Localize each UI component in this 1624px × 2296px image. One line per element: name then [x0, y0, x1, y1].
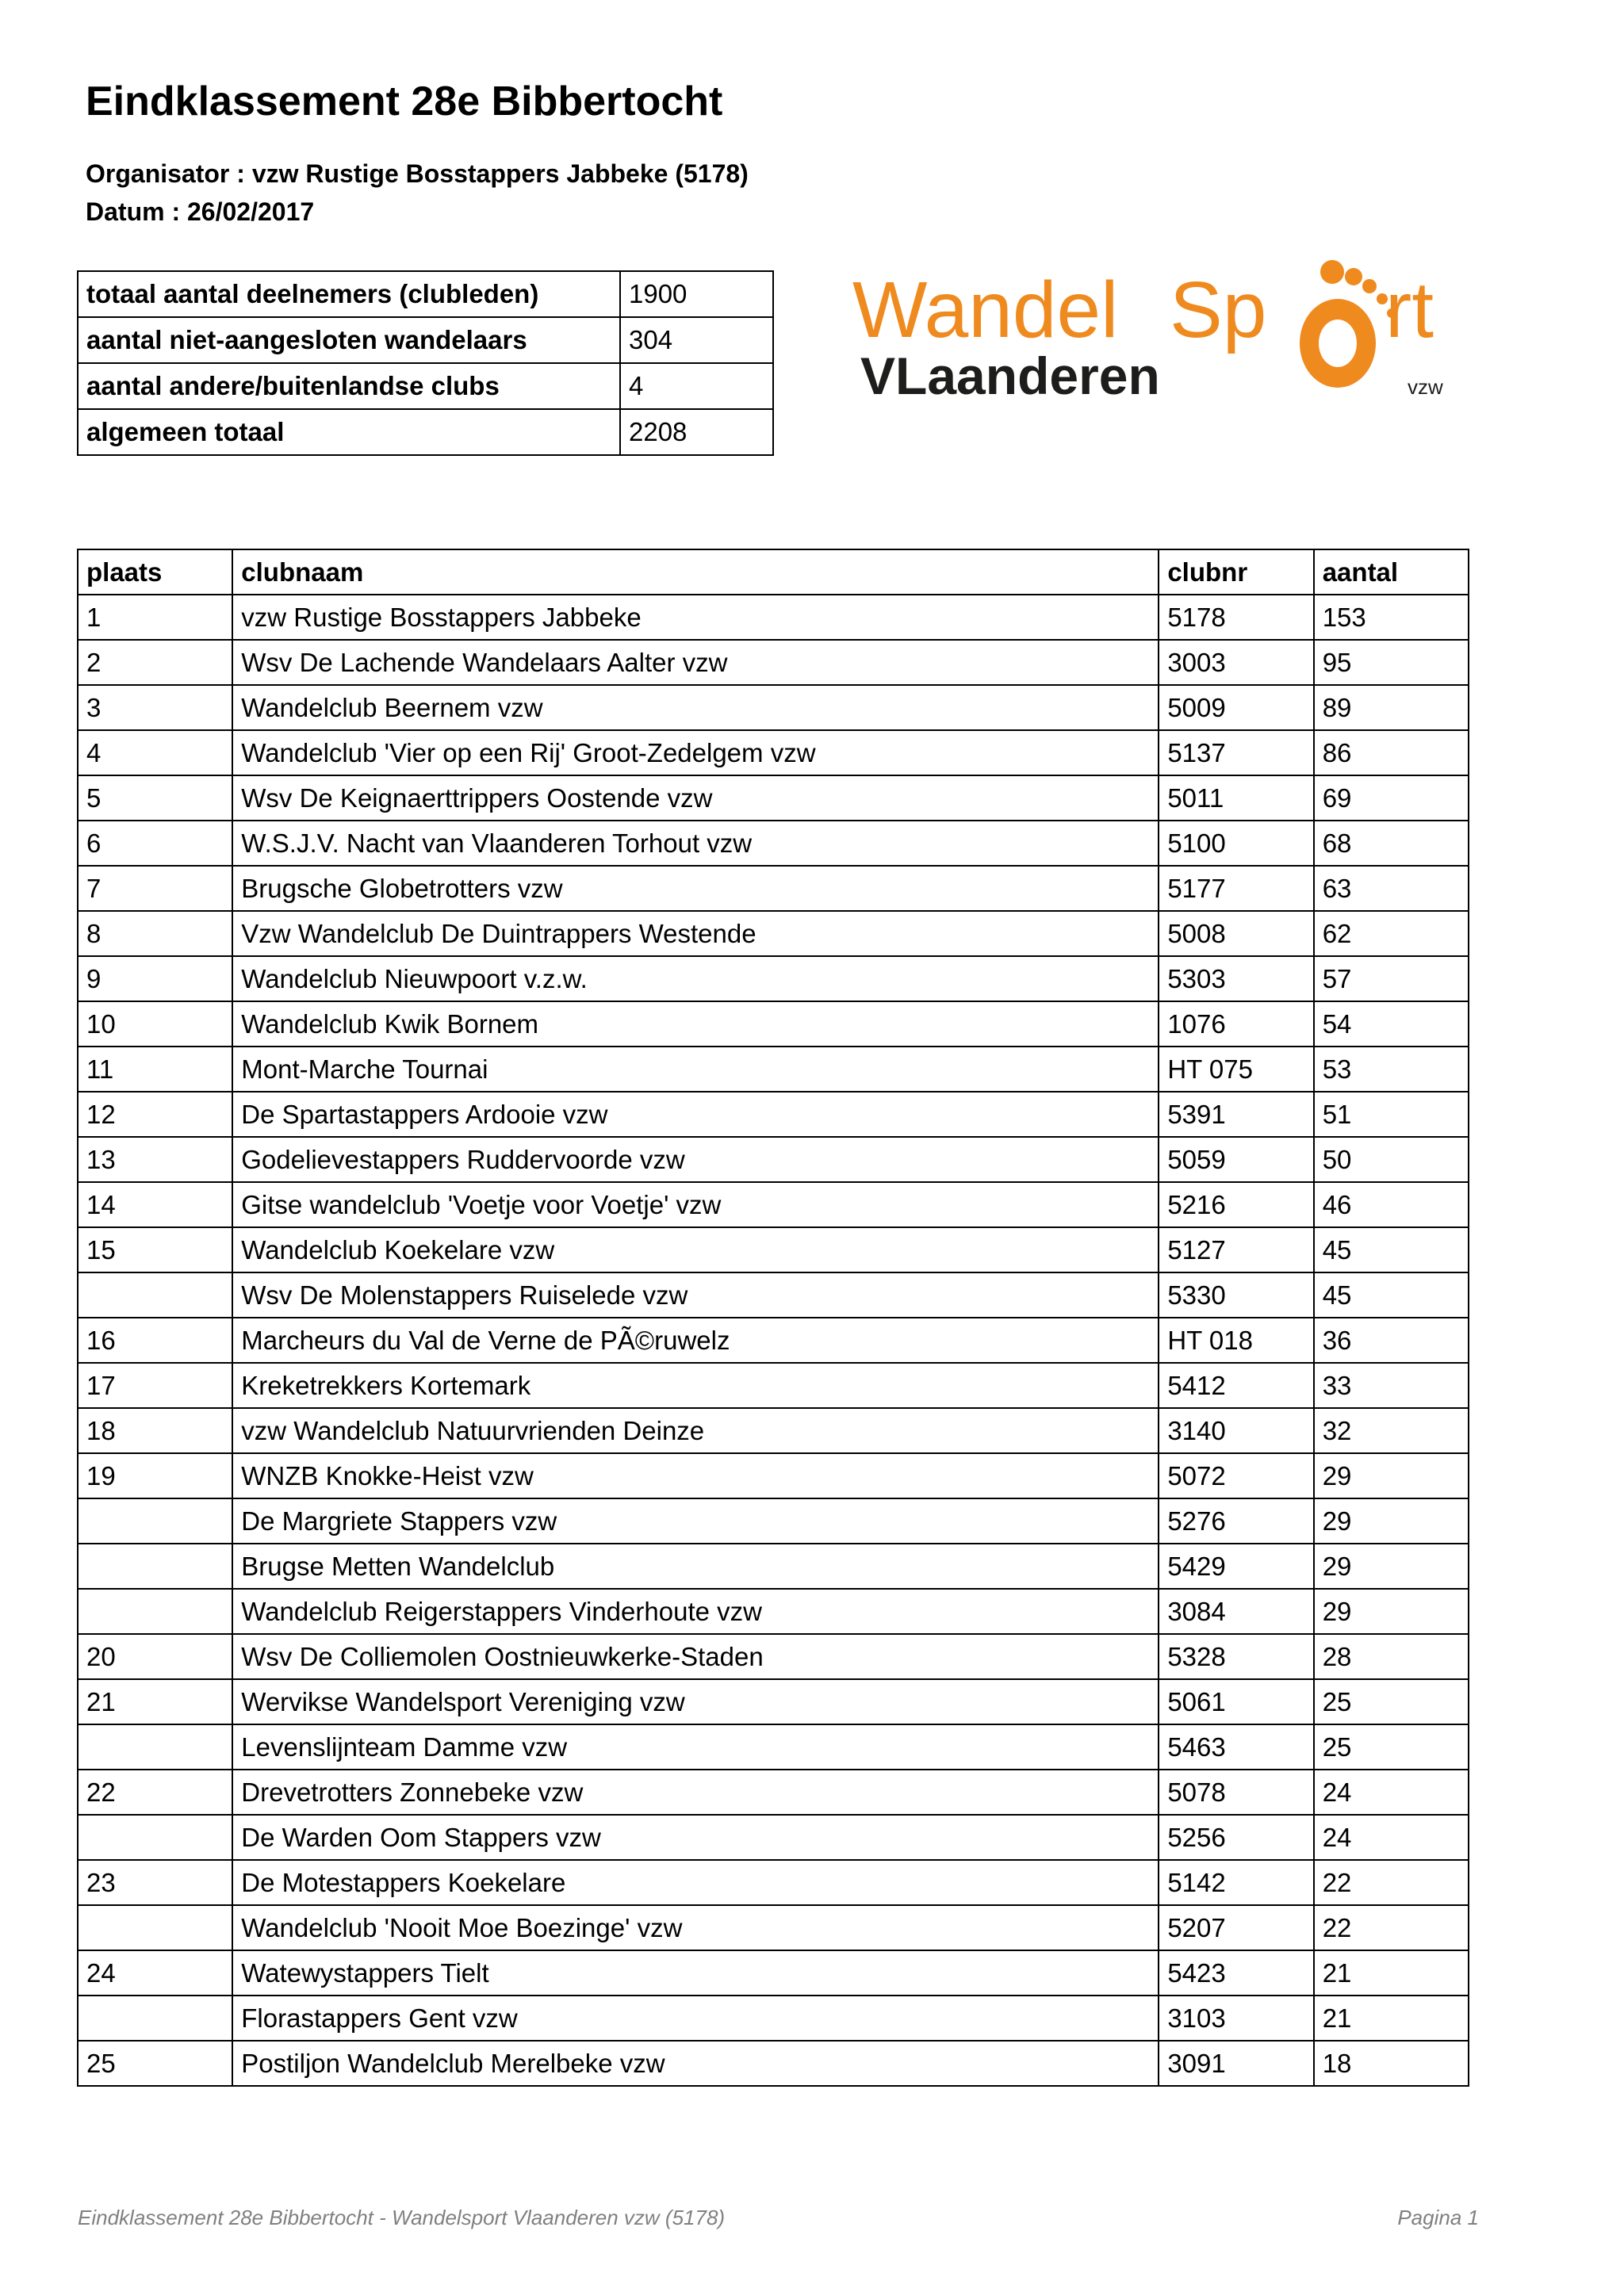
- table-row: [78, 911, 1469, 956]
- cell-clubnr: 5127: [1159, 1227, 1313, 1272]
- cell-plaats: 21: [78, 1679, 232, 1724]
- cell-clubnr: 1076: [1159, 1001, 1313, 1047]
- table-row: [78, 1453, 1469, 1498]
- cell-clubnaam: Postiljon Wandelclub Merelbeke vzw: [232, 2041, 1159, 2086]
- cell-aantal: 33: [1314, 1363, 1469, 1408]
- cell-aantal: 69: [1314, 775, 1469, 821]
- cell-plaats: 10: [78, 1001, 232, 1047]
- table-row: [78, 1047, 1469, 1092]
- cell-aantal: 53: [1314, 1047, 1469, 1092]
- cell-clubnr: 3003: [1159, 640, 1313, 685]
- table-row: [78, 866, 1469, 911]
- table-row: [78, 1001, 1469, 1047]
- cell-clubnr: 5276: [1159, 1498, 1313, 1544]
- cell-aantal: 24: [1314, 1770, 1469, 1815]
- cell-aantal: 29: [1314, 1544, 1469, 1589]
- table-row: [78, 1996, 1469, 2041]
- cell-clubnaam: W.S.J.V. Nacht van Vlaanderen Torhout vzw: [232, 821, 1159, 866]
- cell-clubnr: 5011: [1159, 775, 1313, 821]
- cell-clubnr: 3103: [1159, 1996, 1313, 2041]
- table-row: [78, 1227, 1469, 1272]
- cell-clubnaam: Drevetrotters Zonnebeke vzw: [232, 1770, 1159, 1815]
- cell-plaats: [78, 1272, 232, 1318]
- cell-aantal: 36: [1314, 1318, 1469, 1363]
- header-plaats: plaats: [78, 549, 232, 595]
- header-aantal: aantal: [1314, 549, 1469, 595]
- cell-clubnr: 5330: [1159, 1272, 1313, 1318]
- cell-clubnr: 5391: [1159, 1092, 1313, 1137]
- cell-plaats: 1: [78, 595, 232, 640]
- table-row: [78, 821, 1469, 866]
- cell-plaats: 13: [78, 1137, 232, 1182]
- cell-aantal: 63: [1314, 866, 1469, 911]
- summary-value: 4: [620, 363, 773, 409]
- cell-plaats: [78, 1905, 232, 1950]
- cell-clubnaam: Brugse Metten Wandelclub: [232, 1544, 1159, 1589]
- cell-aantal: 22: [1314, 1860, 1469, 1905]
- cell-clubnr: 5463: [1159, 1724, 1313, 1770]
- summary-row: [78, 363, 773, 409]
- cell-aantal: 68: [1314, 821, 1469, 866]
- cell-clubnaam: Wandelclub 'Nooit Moe Boezinge' vzw: [232, 1905, 1159, 1950]
- cell-clubnr: 5059: [1159, 1137, 1313, 1182]
- cell-clubnaam: Wervikse Wandelsport Vereniging vzw: [232, 1679, 1159, 1724]
- cell-aantal: 21: [1314, 1950, 1469, 1996]
- table-row: [78, 956, 1469, 1001]
- cell-aantal: 89: [1314, 685, 1469, 730]
- cell-aantal: 51: [1314, 1092, 1469, 1137]
- summary-label: algemeen totaal: [78, 409, 620, 455]
- cell-plaats: [78, 1815, 232, 1860]
- cell-clubnr: 5137: [1159, 730, 1313, 775]
- cell-plaats: 22: [78, 1770, 232, 1815]
- cell-aantal: 57: [1314, 956, 1469, 1001]
- table-row: [78, 1363, 1469, 1408]
- cell-clubnr: 3084: [1159, 1589, 1313, 1634]
- cell-clubnr: 5256: [1159, 1815, 1313, 1860]
- cell-plaats: 18: [78, 1408, 232, 1453]
- cell-plaats: 8: [78, 911, 232, 956]
- cell-plaats: [78, 1589, 232, 1634]
- cell-clubnr: 5072: [1159, 1453, 1313, 1498]
- cell-aantal: 45: [1314, 1272, 1469, 1318]
- summary-label: aantal andere/buitenlandse clubs: [78, 363, 620, 409]
- cell-aantal: 54: [1314, 1001, 1469, 1047]
- cell-plaats: [78, 1996, 232, 2041]
- table-row: [78, 1679, 1469, 1724]
- footer-document-title: Eindklassement 28e Bibbertocht - Wandelsport Vlaanderen vzw (5178): [78, 2206, 726, 2229]
- table-row: [78, 1318, 1469, 1363]
- organisator-line: Organisator : vzw Rustige Bosstappers Jabbeke (5178): [86, 159, 749, 188]
- cell-plaats: 7: [78, 866, 232, 911]
- cell-plaats: 14: [78, 1182, 232, 1227]
- cell-aantal: 28: [1314, 1634, 1469, 1679]
- cell-aantal: 32: [1314, 1408, 1469, 1453]
- cell-clubnaam: Watewystappers Tielt: [232, 1950, 1159, 1996]
- summary-value: 1900: [620, 271, 773, 317]
- cell-clubnaam: De Margriete Stappers vzw: [232, 1498, 1159, 1544]
- header-clubnr: clubnr: [1159, 549, 1313, 595]
- cell-clubnr: 5009: [1159, 685, 1313, 730]
- cell-plaats: 2: [78, 640, 232, 685]
- cell-plaats: 24: [78, 1950, 232, 1996]
- cell-plaats: 16: [78, 1318, 232, 1363]
- cell-clubnr: 5178: [1159, 595, 1313, 640]
- cell-aantal: 29: [1314, 1453, 1469, 1498]
- cell-plaats: 15: [78, 1227, 232, 1272]
- ranking-header-row: [78, 549, 1469, 595]
- cell-aantal: 50: [1314, 1137, 1469, 1182]
- summary-label: aantal niet-aangesloten wandelaars: [78, 317, 620, 363]
- cell-aantal: 86: [1314, 730, 1469, 775]
- cell-plaats: 11: [78, 1047, 232, 1092]
- header-clubnaam: clubnaam: [232, 549, 1159, 595]
- cell-aantal: 22: [1314, 1905, 1469, 1950]
- cell-clubnaam: Godelievestappers Ruddervoorde vzw: [232, 1137, 1159, 1182]
- cell-clubnr: 5303: [1159, 956, 1313, 1001]
- cell-clubnr: 5412: [1159, 1363, 1313, 1408]
- cell-clubnaam: Wandelclub Koekelare vzw: [232, 1227, 1159, 1272]
- foot-icon: [1300, 260, 1396, 388]
- cell-clubnaam: De Warden Oom Stappers vzw: [232, 1815, 1159, 1860]
- summary-value: 2208: [620, 409, 773, 455]
- table-row: [78, 1860, 1469, 1905]
- table-row: [78, 1544, 1469, 1589]
- summary-row: [78, 317, 773, 363]
- summary-row: [78, 271, 773, 317]
- footer-page-number: Pagina 1: [1397, 2206, 1479, 2229]
- cell-clubnaam: Wsv De Lachende Wandelaars Aalter vzw: [232, 640, 1159, 685]
- cell-aantal: 46: [1314, 1182, 1469, 1227]
- table-row: [78, 1137, 1469, 1182]
- cell-aantal: 153: [1314, 595, 1469, 640]
- cell-clubnaam: Vzw Wandelclub De Duintrappers Westende: [232, 911, 1159, 956]
- cell-plaats: [78, 1544, 232, 1589]
- cell-plaats: 4: [78, 730, 232, 775]
- table-row: [78, 1092, 1469, 1137]
- cell-plaats: 5: [78, 775, 232, 821]
- cell-clubnaam: Wandelclub Nieuwpoort v.z.w.: [232, 956, 1159, 1001]
- cell-plaats: 9: [78, 956, 232, 1001]
- logo-vzw-text: vzw: [1408, 375, 1443, 399]
- cell-aantal: 29: [1314, 1589, 1469, 1634]
- logo-wandel-text: Wandel: [852, 266, 1119, 354]
- table-row: [78, 1815, 1469, 1860]
- table-row: [78, 1634, 1469, 1679]
- cell-clubnr: 3091: [1159, 2041, 1313, 2086]
- cell-clubnaam: Mont-Marche Tournai: [232, 1047, 1159, 1092]
- cell-clubnr: 5078: [1159, 1770, 1313, 1815]
- cell-aantal: 18: [1314, 2041, 1469, 2086]
- cell-plaats: 19: [78, 1453, 232, 1498]
- cell-aantal: 24: [1314, 1815, 1469, 1860]
- table-row: [78, 1408, 1469, 1453]
- summary-row: [78, 409, 773, 455]
- cell-clubnaam: Marcheurs du Val de Verne de PÃ©ruwelz: [232, 1318, 1159, 1363]
- cell-aantal: 62: [1314, 911, 1469, 956]
- table-row: [78, 640, 1469, 685]
- cell-clubnr: 5100: [1159, 821, 1313, 866]
- cell-clubnaam: Levenslijnteam Damme vzw: [232, 1724, 1159, 1770]
- cell-clubnr: 5328: [1159, 1634, 1313, 1679]
- wandelsport-vlaanderen-logo: [852, 258, 1471, 408]
- cell-clubnr: 5207: [1159, 1905, 1313, 1950]
- cell-aantal: 29: [1314, 1498, 1469, 1544]
- cell-clubnr: 5142: [1159, 1860, 1313, 1905]
- ranking-body: [78, 595, 1469, 2086]
- cell-clubnaam: vzw Wandelclub Natuurvrienden Deinze: [232, 1408, 1159, 1453]
- cell-clubnr: 5177: [1159, 866, 1313, 911]
- table-row: [78, 2041, 1469, 2086]
- summary-label: totaal aantal deelnemers (clubleden): [78, 271, 620, 317]
- cell-clubnr: 5061: [1159, 1679, 1313, 1724]
- summary-value: 304: [620, 317, 773, 363]
- cell-clubnaam: De Spartastappers Ardooie vzw: [232, 1092, 1159, 1137]
- cell-clubnr: 5008: [1159, 911, 1313, 956]
- cell-clubnaam: Wsv De Colliemolen Oostnieuwkerke-Staden: [232, 1634, 1159, 1679]
- cell-clubnr: 5216: [1159, 1182, 1313, 1227]
- cell-clubnaam: Florastappers Gent vzw: [232, 1996, 1159, 2041]
- cell-clubnr: HT 075: [1159, 1047, 1313, 1092]
- cell-plaats: 25: [78, 2041, 232, 2086]
- cell-aantal: 95: [1314, 640, 1469, 685]
- page-title: Eindklassement 28e Bibbertocht: [86, 78, 723, 124]
- cell-clubnaam: Kreketrekkers Kortemark: [232, 1363, 1159, 1408]
- table-row: [78, 775, 1469, 821]
- cell-clubnaam: Wandelclub Beernem vzw: [232, 685, 1159, 730]
- cell-plaats: 23: [78, 1860, 232, 1905]
- cell-aantal: 25: [1314, 1724, 1469, 1770]
- cell-clubnr: 3140: [1159, 1408, 1313, 1453]
- cell-clubnaam: De Motestappers Koekelare: [232, 1860, 1159, 1905]
- cell-clubnaam: WNZB Knokke-Heist vzw: [232, 1453, 1159, 1498]
- cell-clubnaam: Wsv De Keignaerttrippers Oostende vzw: [232, 775, 1159, 821]
- table-row: [78, 1272, 1469, 1318]
- cell-clubnaam: vzw Rustige Bosstappers Jabbeke: [232, 595, 1159, 640]
- table-row: [78, 1498, 1469, 1544]
- logo-sp-text: Sp: [1170, 266, 1267, 354]
- cell-plaats: 3: [78, 685, 232, 730]
- cell-clubnr: 5429: [1159, 1544, 1313, 1589]
- logo-rt-text: rt: [1385, 266, 1434, 354]
- logo-vlaanderen-text: VLaanderen: [860, 346, 1160, 405]
- table-row: [78, 1905, 1469, 1950]
- cell-clubnaam: Wandelclub 'Vier op een Rij' Groot-Zedelgem vzw: [232, 730, 1159, 775]
- cell-clubnaam: Wandelclub Kwik Bornem: [232, 1001, 1159, 1047]
- cell-clubnaam: Wandelclub Reigerstappers Vinderhoute vzw: [232, 1589, 1159, 1634]
- cell-clubnr: 5423: [1159, 1950, 1313, 1996]
- table-row: [78, 1182, 1469, 1227]
- cell-clubnaam: Wsv De Molenstappers Ruiselede vzw: [232, 1272, 1159, 1318]
- table-row: [78, 1724, 1469, 1770]
- cell-plaats: [78, 1498, 232, 1544]
- cell-aantal: 25: [1314, 1679, 1469, 1724]
- table-row: [78, 685, 1469, 730]
- date-line: Datum : 26/02/2017: [86, 197, 315, 226]
- cell-plaats: 20: [78, 1634, 232, 1679]
- cell-clubnaam: Brugsche Globetrotters vzw: [232, 866, 1159, 911]
- cell-aantal: 45: [1314, 1227, 1469, 1272]
- cell-plaats: 12: [78, 1092, 232, 1137]
- cell-clubnr: HT 018: [1159, 1318, 1313, 1363]
- table-row: [78, 730, 1469, 775]
- table-row: [78, 1770, 1469, 1815]
- summary-table: [77, 270, 774, 456]
- table-row: [78, 1589, 1469, 1634]
- table-row: [78, 1950, 1469, 1996]
- ranking-table: [77, 549, 1469, 2087]
- cell-clubnaam: Gitse wandelclub 'Voetje voor Voetje' vzw: [232, 1182, 1159, 1227]
- table-row: [78, 595, 1469, 640]
- cell-aantal: 21: [1314, 1996, 1469, 2041]
- cell-plaats: 17: [78, 1363, 232, 1408]
- cell-plaats: 6: [78, 821, 232, 866]
- cell-plaats: [78, 1724, 232, 1770]
